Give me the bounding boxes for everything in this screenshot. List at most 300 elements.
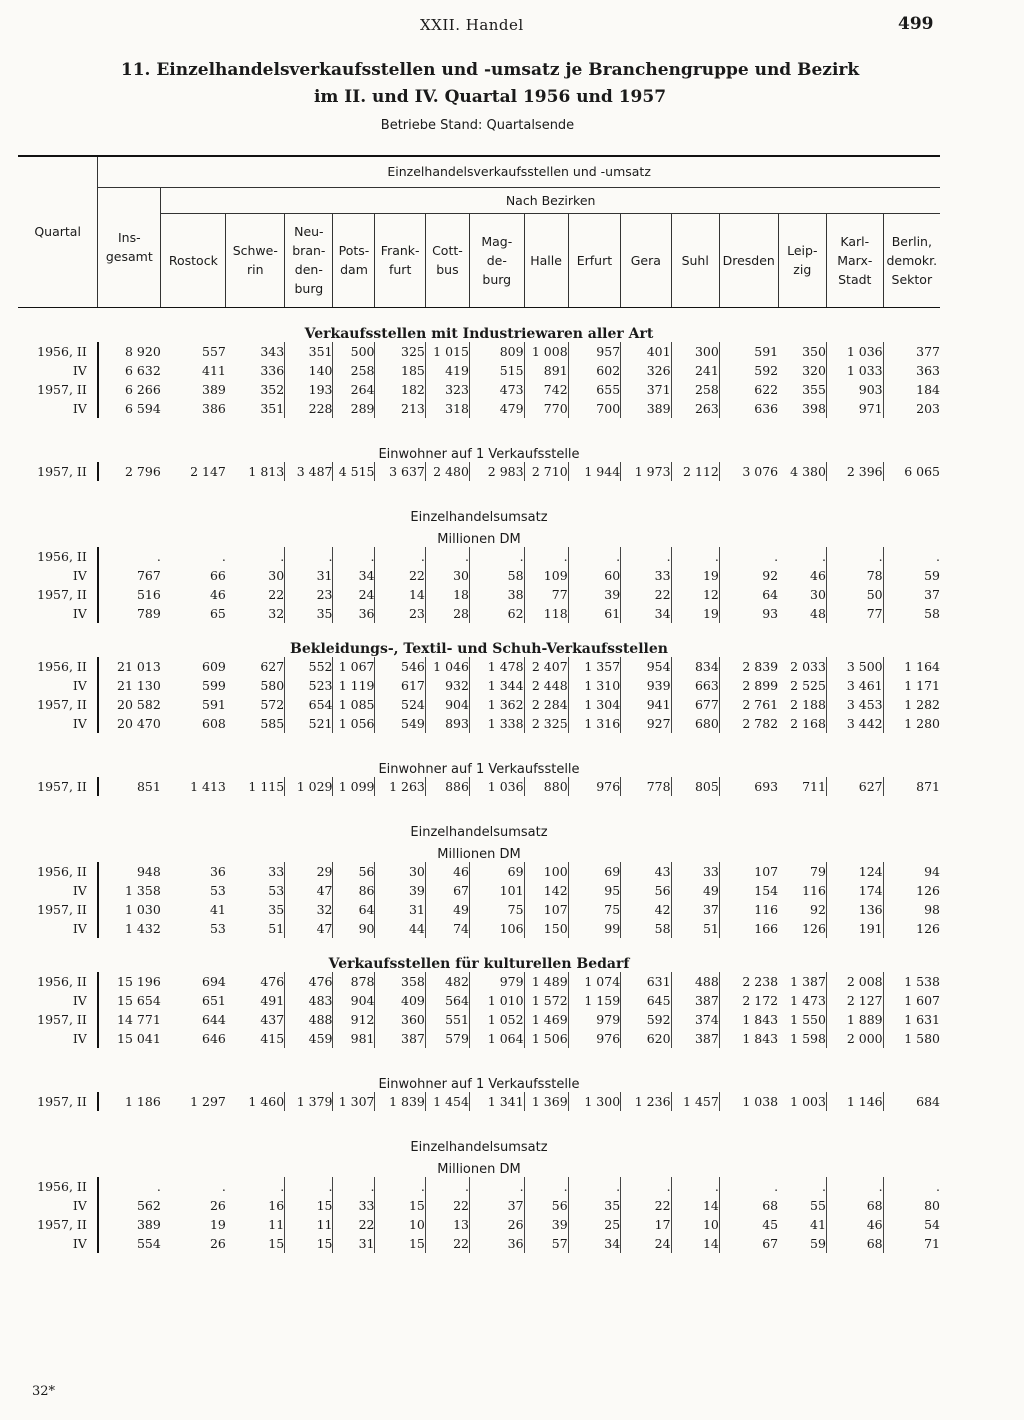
value-cell: 1 164 <box>904 658 940 674</box>
value-cell: 591 <box>202 696 226 712</box>
value-cell: 1 580 <box>904 1030 940 1046</box>
value-cell: . <box>375 1177 425 1196</box>
value-cell: 1 052 <box>469 1010 524 1029</box>
quartal-cell: 1957, II <box>18 585 98 604</box>
value-cell: 2 525 <box>778 676 826 695</box>
insgesamt-label: Ins- gesamt <box>105 230 153 264</box>
value-cell: 473 <box>469 380 524 399</box>
value-cell: 516 <box>136 586 161 602</box>
value-cell: 50 <box>826 585 883 604</box>
group-header: Einzelhandelsverkaufsstellen und -umsatz <box>98 157 940 187</box>
value-cell: 1 099 <box>333 777 375 796</box>
value-cell: 126 <box>778 919 826 938</box>
value-cell: 1 460 <box>226 1092 285 1111</box>
value-cell: . <box>778 1177 826 1196</box>
value-cell: 552 <box>285 657 333 676</box>
value-cell: . <box>568 1177 621 1196</box>
value-cell: . <box>156 548 161 564</box>
value-cell: 69 <box>568 862 621 881</box>
bezirk-label: Frank- furt <box>380 243 420 277</box>
value-cell: 387 <box>671 991 719 1010</box>
value-cell: 93 <box>762 605 779 621</box>
value-cell: 61 <box>568 604 621 623</box>
value-cell: 213 <box>375 399 425 418</box>
value-cell: 10 <box>375 1215 425 1234</box>
value-cell: 80 <box>924 1197 940 1213</box>
residents-title: Einwohner auf 1 Verkaufsstelle <box>378 446 580 462</box>
value-cell: 564 <box>425 991 469 1010</box>
value-cell: 1 304 <box>568 695 621 714</box>
bezirk-label: Erfurt <box>576 252 613 268</box>
value-cell: 1 029 <box>285 777 333 796</box>
value-cell: 2 284 <box>524 695 568 714</box>
turnover-unit: Millionen DM <box>437 846 521 862</box>
value-cell: 185 <box>375 361 425 380</box>
value-cell: 57 <box>524 1234 568 1253</box>
value-cell: 871 <box>916 778 940 794</box>
turnover-row <box>18 566 940 585</box>
turnover-row <box>18 919 940 938</box>
value-cell: 14 <box>671 1234 719 1253</box>
value-cell: 3 500 <box>826 657 883 676</box>
turnover-unit: Millionen DM <box>437 1161 521 1177</box>
value-cell: 476 <box>285 972 333 991</box>
value-cell: 680 <box>671 714 719 733</box>
value-cell: . <box>425 1177 469 1196</box>
value-cell: 1 457 <box>671 1092 719 1111</box>
value-cell: 2 396 <box>826 462 883 481</box>
value-cell: 627 <box>226 657 285 676</box>
table-body <box>18 307 940 1253</box>
value-cell: 320 <box>778 361 826 380</box>
value-cell: 941 <box>621 695 671 714</box>
table-title-line-1: 11. Einzelhandelsverkaufsstellen und -umsatz je Branchengruppe und Bezirk <box>120 60 860 80</box>
value-cell: 3 442 <box>826 714 883 733</box>
value-cell: 86 <box>333 881 375 900</box>
quartal-cell: 1957, II <box>18 1092 98 1111</box>
value-cell: 136 <box>826 900 883 919</box>
value-cell: 981 <box>333 1029 375 1048</box>
value-cell: 1 843 <box>742 1011 779 1027</box>
quartal-cell: IV <box>18 566 98 585</box>
value-cell: 1 607 <box>904 992 940 1008</box>
quartal-cell: 1956, II <box>18 1177 98 1196</box>
value-cell: 94 <box>924 863 940 879</box>
value-cell: 389 <box>621 399 671 418</box>
value-cell: 352 <box>226 380 285 399</box>
quartal-cell: 1956, II <box>18 972 98 991</box>
value-cell: 591 <box>754 343 779 359</box>
value-cell: 166 <box>754 920 779 936</box>
value-cell: 778 <box>621 777 671 796</box>
value-cell: 663 <box>671 676 719 695</box>
stores-row <box>18 695 940 714</box>
value-cell: 488 <box>285 1010 333 1029</box>
value-cell: 98 <box>924 901 940 917</box>
value-cell: 15 <box>285 1234 333 1253</box>
value-cell: . <box>568 547 621 566</box>
value-cell: 11 <box>285 1215 333 1234</box>
value-cell: 12 <box>671 585 719 604</box>
turnover-row <box>18 604 940 623</box>
value-cell: . <box>826 547 883 566</box>
value-cell: 49 <box>425 900 469 919</box>
value-cell: . <box>774 1178 779 1194</box>
value-cell: 23 <box>375 604 425 623</box>
quartal-cell: IV <box>18 1196 98 1215</box>
value-cell: 154 <box>754 882 779 898</box>
value-cell: 68 <box>826 1234 883 1253</box>
value-cell: 351 <box>285 342 333 361</box>
value-cell: 1 074 <box>568 972 621 991</box>
value-cell: 1 067 <box>333 657 375 676</box>
value-cell: . <box>425 547 469 566</box>
value-cell: 43 <box>621 862 671 881</box>
value-cell: 14 <box>375 585 425 604</box>
value-cell: . <box>226 547 285 566</box>
value-cell: 59 <box>924 567 940 583</box>
value-cell: 592 <box>621 1010 671 1029</box>
value-cell: 33 <box>621 566 671 585</box>
bezirk-label: Mag- de- burg <box>481 233 513 287</box>
value-cell: 13 <box>425 1215 469 1234</box>
stores-row <box>18 991 940 1010</box>
value-cell: 46 <box>425 862 469 881</box>
bezirk-header-2 <box>285 213 333 307</box>
value-cell: 31 <box>285 566 333 585</box>
table-subtitle: Betriebe Stand: Quartalsende <box>380 118 575 133</box>
value-cell: 32 <box>226 604 285 623</box>
value-cell: 41 <box>209 901 226 917</box>
value-cell: 411 <box>202 362 226 378</box>
value-cell: 654 <box>285 695 333 714</box>
value-cell: 258 <box>671 380 719 399</box>
value-cell: 880 <box>524 777 568 796</box>
value-cell: . <box>936 548 940 564</box>
quartal-cell: IV <box>18 881 98 900</box>
quartal-cell: IV <box>18 676 98 695</box>
value-cell: 1 473 <box>778 991 826 1010</box>
value-cell: 36 <box>209 863 226 879</box>
value-cell: 2 983 <box>469 462 524 481</box>
value-cell: 44 <box>375 919 425 938</box>
value-cell: 551 <box>425 1010 469 1029</box>
turnover-row <box>18 900 940 919</box>
value-cell: 1 038 <box>742 1093 779 1109</box>
value-cell: 35 <box>568 1196 621 1215</box>
value-cell: 646 <box>202 1030 226 1046</box>
value-cell: 976 <box>568 1029 621 1048</box>
value-cell: 401 <box>621 342 671 361</box>
quartal-cell: IV <box>18 1234 98 1253</box>
turnover-title: Einzelhandelsumsatz <box>410 1139 548 1155</box>
value-cell: 22 <box>226 585 285 604</box>
value-cell: . <box>375 547 425 566</box>
value-cell: 124 <box>826 862 883 881</box>
bezirk-header-3 <box>333 213 375 307</box>
value-cell: 95 <box>568 881 621 900</box>
value-cell: 2 127 <box>826 991 883 1010</box>
value-cell: 878 <box>333 972 375 991</box>
value-cell: 2 839 <box>742 658 779 674</box>
value-cell: 1 307 <box>333 1092 375 1111</box>
value-cell: 971 <box>826 399 883 418</box>
value-cell: 34 <box>333 566 375 585</box>
value-cell: 521 <box>285 714 333 733</box>
value-cell: 182 <box>375 380 425 399</box>
value-cell: 358 <box>375 972 425 991</box>
value-cell: 608 <box>202 715 226 731</box>
value-cell: 4 380 <box>778 462 826 481</box>
value-cell: 677 <box>671 695 719 714</box>
value-cell: 2 000 <box>826 1029 883 1048</box>
value-cell: 602 <box>568 361 621 380</box>
turnover-row <box>18 547 940 566</box>
value-cell: 343 <box>226 342 285 361</box>
bezirk-label: Rostock <box>168 252 218 268</box>
value-cell: 37 <box>924 586 940 602</box>
value-cell: 10 <box>671 1215 719 1234</box>
value-cell: 711 <box>778 777 826 796</box>
value-cell: 1 010 <box>469 991 524 1010</box>
value-cell: 1 432 <box>125 920 161 936</box>
value-cell: 46 <box>826 1215 883 1234</box>
value-cell: 939 <box>621 676 671 695</box>
value-cell: 1 357 <box>568 657 621 676</box>
value-cell: 289 <box>333 399 375 418</box>
value-cell: 39 <box>568 585 621 604</box>
value-cell: 483 <box>285 991 333 1010</box>
value-cell: 363 <box>916 362 940 378</box>
value-cell: 33 <box>671 862 719 881</box>
value-cell: 90 <box>333 919 375 938</box>
value-cell: 891 <box>524 361 568 380</box>
value-cell: 22 <box>621 1196 671 1215</box>
value-cell: 109 <box>524 566 568 585</box>
value-cell: 336 <box>226 361 285 380</box>
value-cell: 524 <box>375 695 425 714</box>
value-cell: 65 <box>209 605 226 621</box>
value-cell: 767 <box>136 567 161 583</box>
residents-row <box>18 777 940 796</box>
value-cell: 21 013 <box>117 658 161 674</box>
value-cell: 33 <box>226 862 285 881</box>
value-cell: 1 282 <box>904 696 940 712</box>
value-cell: 1 056 <box>333 714 375 733</box>
quartal-cell: IV <box>18 714 98 733</box>
value-cell: 549 <box>375 714 425 733</box>
value-cell: 193 <box>285 380 333 399</box>
value-cell: 976 <box>568 777 621 796</box>
value-cell: 17 <box>621 1215 671 1234</box>
value-cell: 932 <box>425 676 469 695</box>
value-cell: 15 <box>226 1234 285 1253</box>
value-cell: 39 <box>524 1215 568 1234</box>
bezirk-header-9 <box>621 213 671 307</box>
value-cell: 54 <box>924 1216 940 1232</box>
value-cell: 904 <box>333 991 375 1010</box>
value-cell: 1 280 <box>904 715 940 731</box>
value-cell: . <box>621 1177 671 1196</box>
value-cell: 6 632 <box>125 362 161 378</box>
value-cell: 2 325 <box>524 714 568 733</box>
value-cell: 58 <box>924 605 940 621</box>
value-cell: 546 <box>375 657 425 676</box>
value-cell: 1 015 <box>425 342 469 361</box>
value-cell: 1 379 <box>285 1092 333 1111</box>
value-cell: 557 <box>202 343 226 359</box>
bezirk-header-12 <box>778 213 826 307</box>
turnover-row <box>18 1177 940 1196</box>
value-cell: 19 <box>209 1216 226 1232</box>
stores-row <box>18 657 940 676</box>
value-cell: . <box>671 1177 719 1196</box>
value-cell: 622 <box>754 381 779 397</box>
value-cell: 30 <box>375 862 425 881</box>
value-cell: . <box>469 547 524 566</box>
quartal-cell: IV <box>18 361 98 380</box>
value-cell: 126 <box>916 920 940 936</box>
stores-row <box>18 380 940 399</box>
value-cell: 1 338 <box>469 714 524 733</box>
value-cell: 264 <box>333 380 375 399</box>
value-cell: 92 <box>762 567 779 583</box>
bezirk-label: Karl- Marx- Stadt <box>837 233 873 287</box>
value-cell: 38 <box>469 585 524 604</box>
value-cell: 651 <box>202 992 226 1008</box>
value-cell: 64 <box>333 900 375 919</box>
value-cell: 263 <box>671 399 719 418</box>
value-cell: 53 <box>209 882 226 898</box>
value-cell: 150 <box>524 919 568 938</box>
value-cell: 386 <box>202 400 226 416</box>
value-cell: 92 <box>778 900 826 919</box>
value-cell: 694 <box>202 973 226 989</box>
value-cell: . <box>774 548 779 564</box>
value-cell: 32 <box>285 900 333 919</box>
value-cell: 834 <box>671 657 719 676</box>
value-cell: . <box>221 1178 226 1194</box>
section-title: Verkaufsstellen mit Industriewaren aller Art <box>304 325 654 342</box>
value-cell: . <box>285 547 333 566</box>
value-cell: 47 <box>285 881 333 900</box>
value-cell: 592 <box>754 362 779 378</box>
value-cell: 6 594 <box>125 400 161 416</box>
section-title: Verkaufsstellen für kulturellen Bedarf <box>328 955 630 972</box>
turnover-title: Einzelhandelsumsatz <box>410 824 548 840</box>
value-cell: 1 003 <box>778 1092 826 1111</box>
quartal-cell: IV <box>18 604 98 623</box>
value-cell: 100 <box>524 862 568 881</box>
bezirk-label: Pots- dam <box>338 243 370 277</box>
value-cell: 572 <box>226 695 285 714</box>
value-cell: 1 358 <box>125 882 161 898</box>
value-cell: 1 813 <box>226 462 285 481</box>
value-cell: 1 033 <box>826 361 883 380</box>
value-cell: 28 <box>425 604 469 623</box>
value-cell: 1 119 <box>333 676 375 695</box>
value-cell: 19 <box>671 566 719 585</box>
value-cell: 78 <box>826 566 883 585</box>
bezirk-header-0 <box>161 213 226 307</box>
value-cell: 3 453 <box>826 695 883 714</box>
value-cell: 742 <box>524 380 568 399</box>
value-cell: 67 <box>762 1235 779 1251</box>
value-cell: 491 <box>226 991 285 1010</box>
value-cell: 174 <box>826 881 883 900</box>
value-cell: 1 236 <box>621 1092 671 1111</box>
value-cell: 142 <box>524 881 568 900</box>
value-cell: 957 <box>568 342 621 361</box>
value-cell: 585 <box>226 714 285 733</box>
value-cell: 68 <box>762 1197 779 1213</box>
value-cell: 2 008 <box>826 972 883 991</box>
value-cell: 609 <box>202 658 226 674</box>
value-cell: 41 <box>778 1215 826 1234</box>
value-cell: 1 413 <box>190 778 226 794</box>
value-cell: 22 <box>333 1215 375 1234</box>
value-cell: 2 899 <box>742 677 779 693</box>
value-cell: 62 <box>469 604 524 623</box>
stores-row <box>18 399 940 418</box>
value-cell: 415 <box>226 1029 285 1048</box>
value-cell: 16 <box>226 1196 285 1215</box>
value-cell: 8 920 <box>125 343 161 359</box>
quartal-cell: 1956, II <box>18 657 98 676</box>
statistics-table <box>18 155 940 1253</box>
value-cell: 56 <box>524 1196 568 1215</box>
value-cell: 36 <box>469 1234 524 1253</box>
quartal-cell: 1957, II <box>18 1215 98 1234</box>
bezirk-label: Berlin, demokr. Sektor <box>886 233 938 287</box>
value-cell: 15 041 <box>117 1030 161 1046</box>
value-cell: 24 <box>333 585 375 604</box>
value-cell: 1 478 <box>469 657 524 676</box>
bezirk-label: Gera <box>630 252 661 268</box>
value-cell: 34 <box>621 604 671 623</box>
value-cell: 580 <box>226 676 285 695</box>
value-cell: 59 <box>778 1234 826 1253</box>
value-cell: 562 <box>136 1197 161 1213</box>
value-cell: 69 <box>469 862 524 881</box>
value-cell: 979 <box>469 972 524 991</box>
value-cell: 6 065 <box>904 463 940 479</box>
turnover-row <box>18 881 940 900</box>
quartal-cell: 1957, II <box>18 1010 98 1029</box>
value-cell: . <box>221 548 226 564</box>
residents-row <box>18 462 940 481</box>
value-cell: 479 <box>469 399 524 418</box>
value-cell: 893 <box>425 714 469 733</box>
value-cell: 1 506 <box>524 1029 568 1048</box>
value-cell: 459 <box>285 1029 333 1048</box>
value-cell: 851 <box>136 778 161 794</box>
value-cell: 903 <box>826 380 883 399</box>
value-cell: 789 <box>136 605 161 621</box>
value-cell: 25 <box>568 1215 621 1234</box>
value-cell: 22 <box>375 566 425 585</box>
bezirk-label: Leip- zig <box>787 243 818 277</box>
bezirk-header-13 <box>826 213 883 307</box>
residents-title: Einwohner auf 1 Verkaufsstelle <box>378 761 580 777</box>
bezirk-header-10 <box>671 213 719 307</box>
value-cell: 39 <box>375 881 425 900</box>
value-cell: 1 469 <box>524 1010 568 1029</box>
value-cell: 26 <box>209 1235 226 1251</box>
value-cell: 51 <box>226 919 285 938</box>
value-cell: 56 <box>621 881 671 900</box>
value-cell: 770 <box>524 399 568 418</box>
